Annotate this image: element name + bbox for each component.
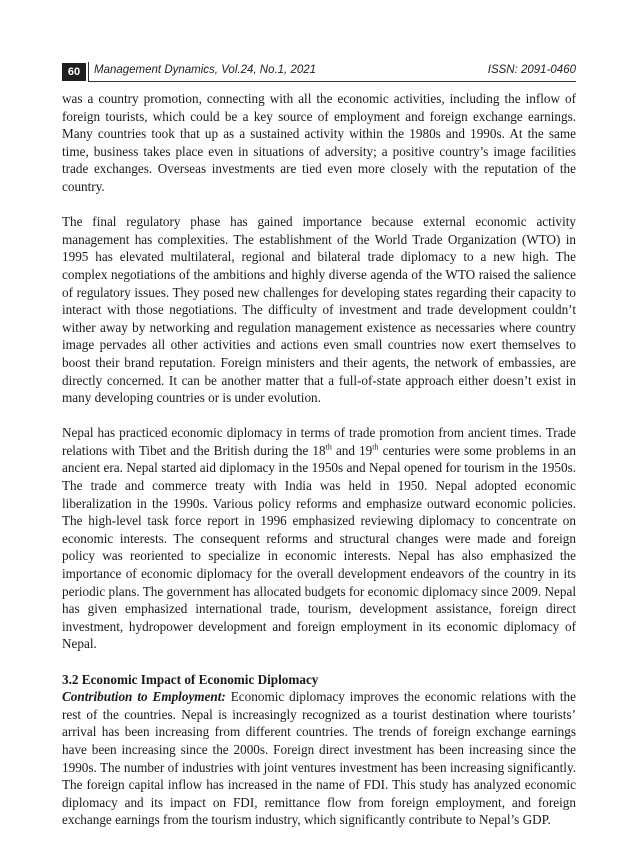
paragraph-text-part: Economic diplomacy improves the economic relations with the rest of the countries. Nepal is increasingly recognized as a tourist destination where tourists’ arrival has been increasing from different countries. The trends of foreign exchange earnings have been increasing since the 2000s. Foreign direct investment has been increasing since the 1990s. The number of industries with joint ventures investment has been increasing significantly. The foreign capital inflow has increased in the name of FDI. This study has analyzed economic diplomacy and its impact on FDI, remittance flow from foreign employment, and foreign exchange earnings from the tourism industry, which significantly contribute to Nepal’s GDP. xyxy=(62,689,576,828)
running-header xyxy=(62,62,576,82)
section-heading: 3.2 Economic Impact of Economic Diplomacy xyxy=(62,671,319,687)
paragraph-contribution-employment xyxy=(62,688,576,829)
runin-heading: Contribution to Employment: xyxy=(62,689,226,705)
paragraph-country-promotion: was a country promotion, connecting with all the economic activities, including the inflow of foreign tourists, which could be a key source of employment and foreign exchange earnings. Many countries took that up as a sustained activity within the 1980s and 1990s. At the same time, business takes place even in situations of adversity; a positive country’s image facilities trade exchanges. Overseas investments are tied even more closely with the reputation of the country. xyxy=(62,91,576,194)
paragraph-text-part: Nepal has practiced economic diplomacy in terms of trade promotion from ancient times. Trade relations with Tibet and the British during the 18 xyxy=(62,425,576,458)
paragraph-nepal-economic-diplomacy xyxy=(62,424,576,653)
paragraph-text-part: centuries were some problems in an ancient era. Nepal started aid diplomacy in the 1950s and Nepal opened for tourism in the 1950s. The trade and commerce treaty with India was held in 1950. Nepal adopted economic liberalization in the 1990s. Various policy reforms and emphasize outward economic policies. The high-level task force report in 1996 emphasized reviewing diplomacy to concentrate on economic interests. The consequent reforms and structural changes were made and foreign policy was reoriented to specialize in economic interests. Nepal has also emphasized the importance of economic diplomacy for the overall development endeavors of the country in its periodic plans. The government has allocated budgets for economic diplomacy since 2009. Nepal has given emphasized international trade, tourism, development assistance, foreign direct investment, hydropower development and foreign employment in its economic diplomacy of Nepal. xyxy=(62,442,576,652)
journal-title: Management Dynamics, Vol.24, No.1, 2021 xyxy=(94,64,317,76)
superscript-th: th xyxy=(372,442,379,452)
page-body xyxy=(62,90,576,829)
header-underline xyxy=(88,81,576,82)
superscript-th: th xyxy=(325,442,332,452)
issn-label: ISSN: 2091-0460 xyxy=(487,64,576,76)
paragraph-regulatory-phase: The final regulatory phase has gained importance because external economic activity management has complexities. The establishment of the World Trade Organization (WTO) in 1995 has elevated multilateral, regional and bilateral trade diplomacy to a new high. The complex negotiations of the ambitions and highly diverse agenda of the WTO raised the salience of regulatory issues. They posed new challenges for developing states regarding their capacity to interact with those negotiations. The difficulty of investment and trade development couldn’t wither away by networking and regulation management existence as necessaries where country image pervades all other activities and actions even small countries now exert themselves to boost their brand reputation. Foreign ministers and their agents, the network of embassies, are directly concerned. It can be another matter that a full-of-state approach either doesn’t exist in many developing countries or is under evolution. xyxy=(62,214,576,406)
header-divider xyxy=(88,62,89,82)
page-number-badge: 60 xyxy=(62,63,86,81)
paragraph-text-part: and 19 xyxy=(331,442,373,458)
